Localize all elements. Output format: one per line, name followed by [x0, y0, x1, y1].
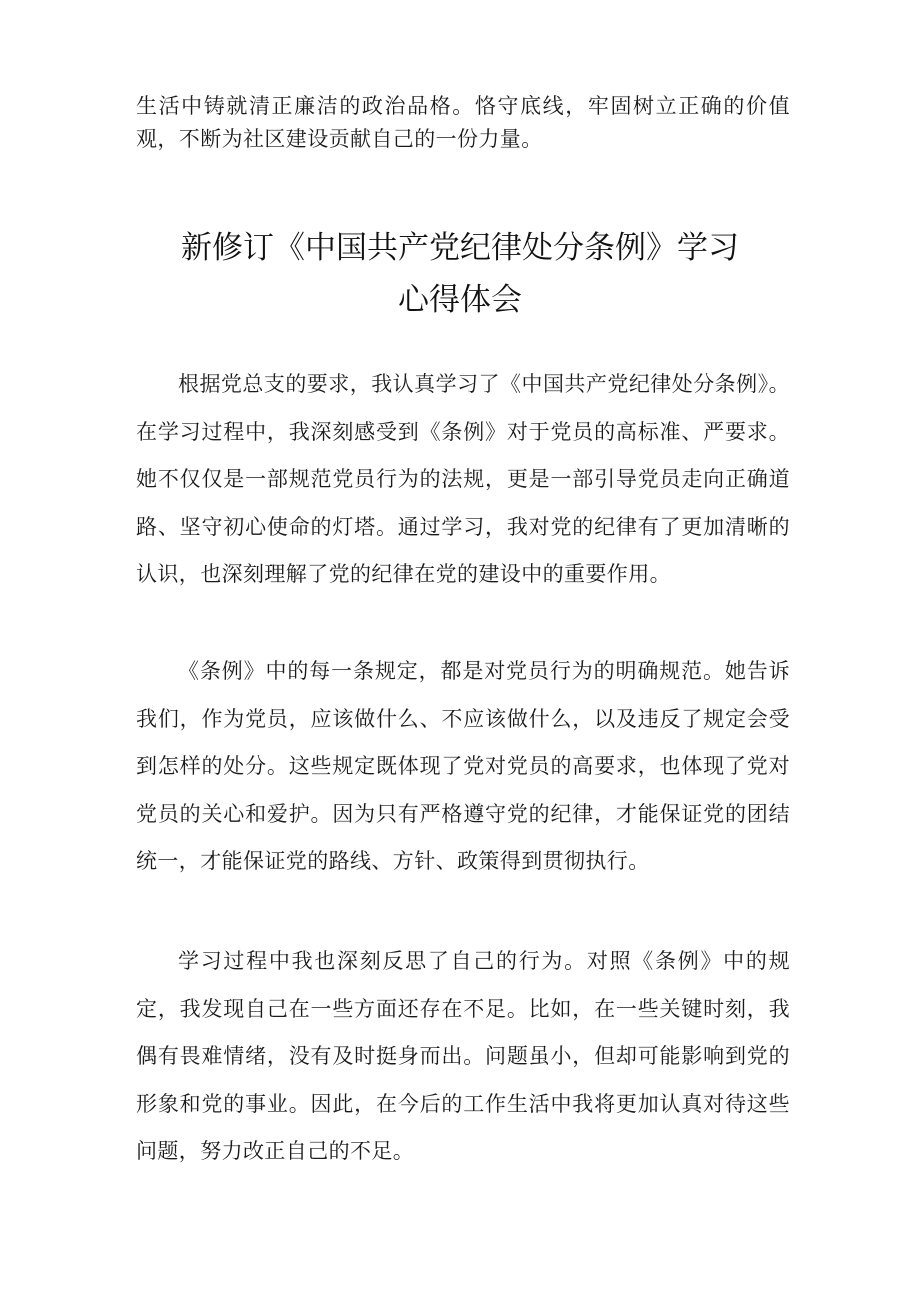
- article-title: [120, 222, 800, 326]
- body-paragraph-3: 学习过程中我也深刻反思了自己的行为。对照《条例》中的规定，我发现自己在一些方面还存在不足。比如，在一些关键时刻，我偶有畏难情绪，没有及时挺身而出。问题虽小，但却可能影响到党的形象和党的事业。因此，在今后的工作生活中我将更加认真对待这些问题，努力改正自己的不足。: [136, 949, 790, 1163]
- previous-article-fragment: 生活中铸就清正廉洁的政治品格。恪守底线，牢固树立正确的价值观，不断为社区建设贡献自己的一份力量。: [136, 94, 790, 151]
- body-paragraph-2: 《条例》中的每一条规定，都是对党员行为的明确规范。她告诉我们，作为党员，应该做什么、不应该做什么，以及违反了规定会受到怎样的处分。这些规定既体现了党对党员的高要求，也体现了党对党员的关心和爱护。因为只有严格遵守党的纪律，才能保证党的团结统一，才能保证党的路线、方针、政策得到贯彻执行。: [136, 659, 790, 873]
- title-line-2: 心得体会: [398, 282, 522, 318]
- title-line-1: 新修订《中国共产党纪律处分条例》学习: [181, 230, 739, 266]
- body-paragraph-1: 根据党总支的要求，我认真学习了《中国共产党纪律处分条例》。在学习过程中，我深刻感受到《条例》对于党员的高标准、严要求。她不仅仅是一部规范党员行为的法规，更是一部引导党员走向正确道路、坚守初心使命的灯塔。通过学习，我对党的纪律有了更加清晰的认识，也深刻理解了党的纪律在党的建设中的重要作用。: [136, 372, 790, 586]
